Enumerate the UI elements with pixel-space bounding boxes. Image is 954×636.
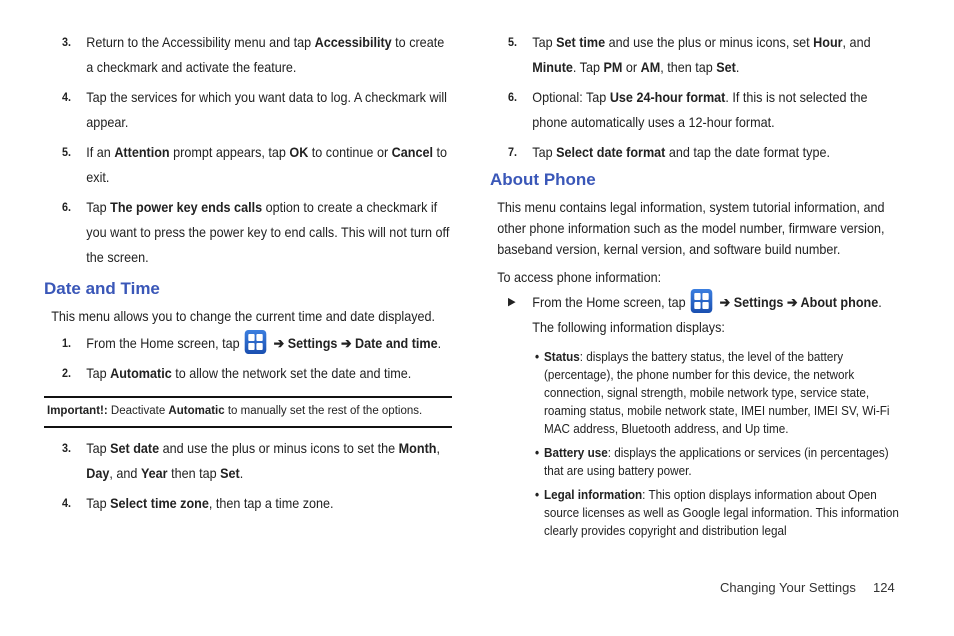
step-item: 4. Tap Select time zone, then tap a time zone.: [44, 491, 452, 516]
step-number: 5.: [62, 145, 72, 159]
step-number: 3.: [62, 441, 72, 455]
apps-grid-icon: [691, 289, 713, 313]
about-phone-intro: This menu contains legal information, system tutorial information, and other phone information such as the model number, firmware version, baseband version, kernal version, and software build number.: [497, 199, 885, 257]
step-number: 2.: [62, 366, 72, 380]
apps-grid-icon: [245, 330, 267, 354]
step-number: 6.: [508, 90, 518, 104]
section-heading-date-time: Date and Time: [44, 279, 160, 298]
about-phone-link: About phone: [800, 294, 879, 310]
list-item: • Status: displays the battery status, the level of the battery (percentage), the phone number for this device, the network connection, signal strength, mobile network type, service state, roaming status, mobile network state, IMEI number, IMEI SV, Wi-Fi MAC address, Bluetooth address, and Up time.: [535, 349, 890, 436]
step-number: 7.: [508, 145, 518, 159]
list-item: • Legal information: This option displays information about Open source licenses as well as Google legal information. This information clearly provides copyright and distribution legal: [535, 487, 899, 538]
step-item: 5. Tap Set time and use the plus or minus icons, set Hour, and Minute. Tap PM or AM, then tap Set.: [490, 30, 902, 80]
page-number: 124: [873, 580, 895, 595]
date-time-link: Date and time: [355, 335, 438, 351]
step-item: 6. Optional: Tap Use 24-hour format. If this is not selected the phone automatically uses a 12-hour format.: [490, 85, 902, 135]
step-item: 5. If an Attention prompt appears, tap OK to continue or Cancel to exit.: [44, 140, 452, 190]
date-time-intro: This menu allows you to change the current time and date displayed.: [51, 308, 436, 324]
settings-link: Settings: [287, 335, 338, 351]
step-item: 6. Tap The power key ends calls option to create a checkmark if you want to press the power key to end calls. This will not turn off the screen.: [44, 195, 452, 270]
steps-accessibility: [44, 30, 452, 270]
info-bullets: [490, 348, 902, 540]
step-number: 1.: [62, 336, 72, 350]
step-item: 3. Return to the Accessibility menu and tap Accessibility to create a checkmark and activate the feature.: [44, 30, 452, 80]
step-item: 2. Tap Automatic to allow the network set the date and time.: [44, 361, 452, 386]
step-number: 3.: [62, 35, 72, 49]
step-item: 4. Tap the services for which you want data to log. A checkmark will appear.: [44, 85, 452, 135]
important-note: Important!: Deactivate Automatic to manually set the rest of the options.: [44, 396, 452, 428]
page-footer: [720, 579, 895, 597]
footer-section-title: Changing Your Settings: [720, 580, 856, 595]
important-label: Important!:: [47, 405, 108, 417]
step-number: 4.: [62, 90, 72, 104]
access-info-text: To access phone information:: [497, 269, 662, 285]
settings-link: Settings: [733, 294, 784, 310]
step-item: 1. From the Home screen, tap ➔ Settings ➔ Date and time.: [44, 331, 452, 356]
home-step: ▶ From the Home screen, tap ➔ Settings ➔ About phone. The following information displays:: [490, 290, 902, 340]
right-column: [490, 30, 902, 546]
triangle-bullet-icon: ▶: [508, 296, 516, 308]
step-item: 3. Tap Set date and use the plus or minus icons to set the Month, Day, and Year then tap Set.: [44, 436, 452, 486]
step-number: 6.: [62, 200, 72, 214]
left-column: [44, 30, 452, 516]
step-item: 7. Tap Select date format and tap the date format type.: [490, 140, 902, 165]
step-number: 4.: [62, 496, 72, 510]
list-item: • Battery use: displays the applications or services (in percentages) that are using battery power.: [535, 445, 889, 478]
step-number: 5.: [508, 35, 518, 49]
section-heading-about-phone: About Phone: [490, 170, 596, 189]
